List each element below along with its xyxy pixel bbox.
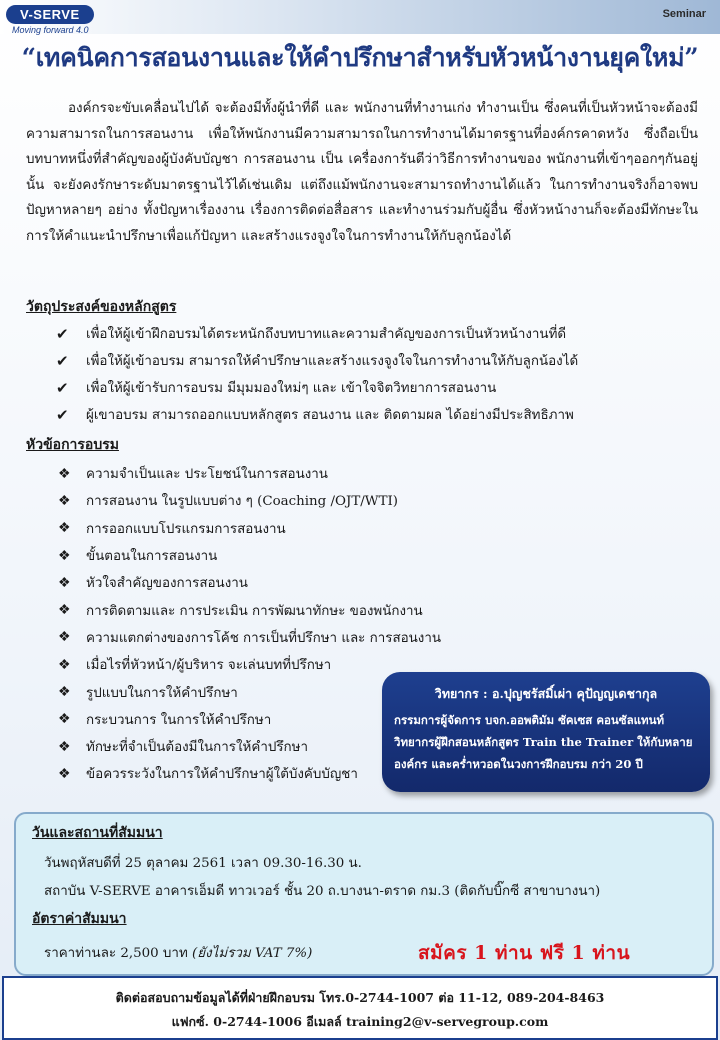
diamond-bullet-icon: ❖ <box>58 574 71 591</box>
list-item: ❖ ข้อควรระวังในการให้คำปรึกษาผู้ใต้บังคับบัญชา <box>58 765 358 783</box>
logo-wordmark: V-SERVE <box>6 5 94 24</box>
fee-heading: อัตราค่าสัมมนา <box>32 911 127 927</box>
list-item: ❖ ความแตกต่างของการโค้ช การเป็นที่ปรึกษา และ การสอนงาน <box>58 629 442 646</box>
list-item: ❖ ความจำเป็นและ ประโยชน์ในการสอนงาน <box>58 465 328 483</box>
list-item: ❖ กระบวนการ ในการให้คำปรึกษา <box>58 711 272 728</box>
logo-tagline: Moving forward 4.0 <box>12 25 89 35</box>
speaker-box <box>382 672 710 792</box>
speaker-position: กรรมการผู้จัดการ บจก.ออพติมัม ซัคเซส คอนซัลแทนท์ <box>394 713 665 727</box>
seminar-venue: สถาบัน V-SERVE อาคารเอ็มดี ทาวเวอร์ ชั้น 20 ถ.บางนา-ตราด กม.3 (ติดกับบิ๊กซี สาขาบางนา) <box>44 884 601 899</box>
intro-text: องค์กรจะขับเคลื่อนไปได้ จะต้องมีทั้งผู้นำที่ดี และ พนักงานที่ทำงานเก่ง ทำงานเป็น ซึ่งคนที่เป็นหัวหน้าจะต้องมีความสามารถในการสอนงาน เพื่อให้พนักงานมีความสามารถในการทำงานได้มาตรฐานที่องค์กรคาดหวัง ซึ่งถือเป็นบทบาทหนึ่งที่สำคัญของผู้บังคับบัญชา การสอนงาน เป็น เครื่องการันตีว่าวิธีการทำงานของ พนักงานที่เข้าๆออกๆกันอยู่นั้น จะยังคงรักษาระดับมาตรฐานไว้ได้เช่นเดิม แต่ถึงแม้พนักงานจะสามารถทำงานได้แล้ว ในการทำงานจริงก็อาจพบปัญหาหลายๆ อย่าง ทั้งปัญหาเรื่องงาน เรื่องการติดต่อสื่อสาร และทำงานร่วมกับผู้อื่น ซึ่งหัวหน้างานก็จะต้องมีทักษะในการให้คำแนะนำปรึกษาเพื่อแก้ปัญหา และสร้างแรงจูงใจในการทำงานให้กับลูกน้องได้ <box>26 101 698 244</box>
list-item: ❖ ขั้นตอนในการสอนงาน <box>58 547 218 565</box>
diamond-bullet-icon: ❖ <box>58 684 71 701</box>
list-item: ❖ ทักษะที่จำเป็นต้องมีในการให้คำปรึกษา <box>58 738 308 756</box>
diamond-bullet-icon: ❖ <box>58 492 71 509</box>
list-item: ❖ รูปแบบในการให้คำปรึกษา <box>58 684 238 701</box>
list-item: ❖ หัวใจสำคัญของการสอนงาน <box>58 574 248 592</box>
category-label: Seminar <box>662 8 706 20</box>
list-item: ❖ การสอนงาน ในรูปแบบต่าง ๆ (Coaching /OJT/WTI) <box>58 492 399 510</box>
list-item: ❖ การออกแบบโปรแกรมการสอนงาน <box>58 520 286 537</box>
topics-heading: หัวข้อการอบรม <box>26 437 119 453</box>
checkmark-icon: ✔ <box>56 405 69 424</box>
speaker-experience: วิทยากรผู้ฝึกสอนหลักสูตร Train the Trainer ให้กับหลาย <box>394 735 693 749</box>
page-title: “เทคนิคการสอนงานและให้คำปรึกษาสำหรับหัวหน้างานยุคใหม่” <box>21 43 699 72</box>
contact-box <box>2 976 718 1040</box>
seminar-info-box <box>14 812 714 976</box>
list-item: ✔ ผู้เขาอบรม สามารถออกแบบหลักสูตร สอนงาน และ ติดตามผล ได้อย่างมีประสิทธิภาพ <box>56 405 574 424</box>
v-serve-logo <box>6 4 126 35</box>
diamond-bullet-icon: ❖ <box>58 602 71 619</box>
seminar-fee: ราคาท่านละ 2,500 บาท (ยังไม่รวม VAT 7%) <box>44 946 313 961</box>
speaker-experience-cont: องค์กร และคร่ำหวอดในวงการฝึกอบรม กว่า 20 ปี <box>394 757 643 771</box>
contact-phone: ติดต่อสอบถามข้อมูลได้ที่ฝ่ายฝึกอบรม โทร.0-2744-1007 ต่อ 11-12, 089-204-8463 <box>115 990 605 1005</box>
diamond-bullet-icon: ❖ <box>58 629 71 646</box>
checkmark-icon: ✔ <box>56 378 69 397</box>
checkmark-icon: ✔ <box>56 351 69 370</box>
diamond-bullet-icon: ❖ <box>58 465 71 482</box>
list-item: ✔ เพื่อให้ผู้เข้ารับการอบรม มีมุมมองใหม่ๆ และ เข้าใจจิตวิทยาการสอนงาน <box>56 378 497 397</box>
vat-note: (ยังไม่รวม VAT 7%) <box>192 946 313 961</box>
diamond-bullet-icon: ❖ <box>58 711 71 728</box>
list-item: ✔ เพื่อให้ผู้เข้าฝึกอบรมได้ตระหนักถึงบทบาทและความสำคัญของการเป็นหัวหน้างานที่ดี <box>56 324 567 343</box>
seminar-date: วันพฤหัสบดีที่ 25 ตุลาคม 2561 เวลา 09.30-16.30 น. <box>44 856 362 871</box>
diamond-bullet-icon: ❖ <box>58 738 71 755</box>
diamond-bullet-icon: ❖ <box>58 547 71 564</box>
list-item: ✔ เพื่อให้ผู้เข้าอบรม สามารถให้คำปรึกษาและสร้างแรงจูงใจในการทำงานให้กับลูกน้องได้ <box>56 351 579 370</box>
objectives-heading: วัตถุประสงค์ของหลักสูตร <box>26 299 177 315</box>
diamond-bullet-icon: ❖ <box>58 520 71 537</box>
diamond-bullet-icon: ❖ <box>58 765 71 782</box>
intro-paragraph <box>26 96 698 249</box>
list-item: ❖ การติดตามและ การประเมิน การพัฒนาทักษะ ของพนักงาน <box>58 602 423 619</box>
diamond-bullet-icon: ❖ <box>58 656 71 673</box>
promo-text: สมัคร 1 ท่าน ฟรี 1 ท่าน <box>418 942 631 964</box>
speaker-name: วิทยากร : อ.ปุญชรัสมิ์เผ่า คุปัญญเดชากุล <box>434 686 658 701</box>
list-item: ❖ เมื่อไรที่หัวหน้า/ผู้บริหาร จะเล่นบทที่ปรึกษา <box>58 656 332 674</box>
contact-fax-email: แฟกซ์. 0-2744-1006 อีเมลล์ training2@v-servegroup.com <box>171 1014 549 1029</box>
checkmark-icon: ✔ <box>56 324 69 343</box>
objectives-list <box>56 320 578 428</box>
date-venue-heading: วันและสถานที่สัมมนา <box>32 825 163 841</box>
